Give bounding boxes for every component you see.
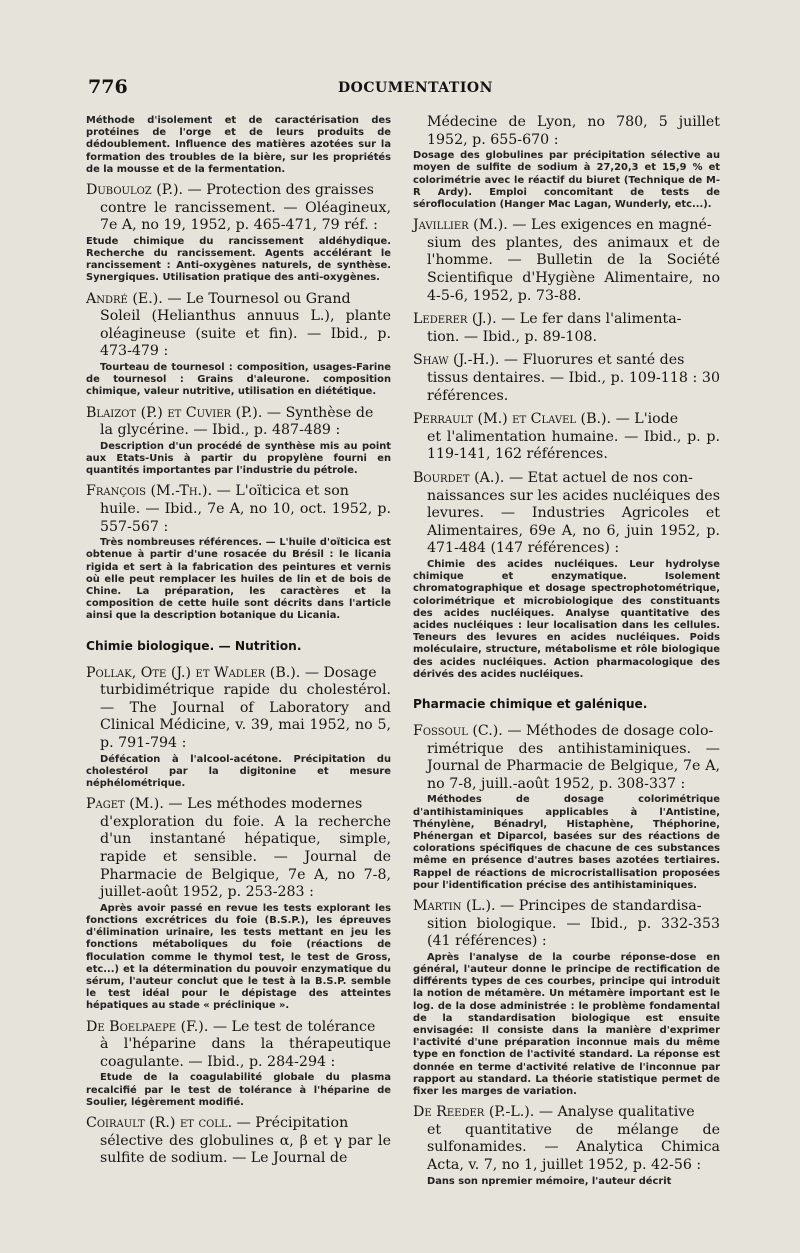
bibliography-entry [413, 217, 720, 305]
entry-reference: tissus dentaires. — Ibid., p. 109-118 : 30 références. [427, 369, 720, 404]
left-column [86, 114, 391, 1168]
bibliography-entry [413, 311, 720, 346]
bibliography-entry [86, 1019, 391, 1109]
entry-title: — Le fer dans l'alimenta- [501, 311, 682, 328]
abstract: Tourteau de tournesol : composition, usages-Farine de tournesol : Grains d'aleurone. composition chimique, valeur nutritive, utilisation en diététique. [86, 361, 391, 398]
entry-title: — Etat actuel de nos con- [508, 469, 693, 486]
entry-reference: la glycérine. — Ibid., p. 487-489 : [100, 422, 341, 439]
bibliography-entry [86, 665, 391, 791]
bibliography-entry [86, 405, 391, 478]
abstract: Chimie des acides nucléiques. Leur hydrolyse chimique et enzymatique. Isolement chromatographique et dosage spectrophotométrique, colorimétrique et microbiologique des constituants des acides nucléiques. Analyse quantitative des acides nucléiques : leur localisation dans les cellules. Teneurs des levures en acides nucléiques. Poids moléculaire, structure, métabolisme et rôle biologique des acides nucléiques. Action pharmacologique des dérivés des acides nucléiques. [413, 558, 720, 680]
abstract: Très nombreuses références. — L'huile d'oïticica est obtenue à partir d'une rosacée du Brésil : le licania rigida et sert à la fabrication des peintures et vernis où elle peut remplacer les huiles de lin et de bois de Chine. La préparation, les caractères et la composition de cette huile sont décrits dans l'article ainsi que la description botanique du Licania. [86, 537, 391, 622]
bibliography-entry [413, 723, 720, 892]
entry-reference: à l'héparine dans la thérapeutique coagulante. — Ibid., p. 284-294 : [100, 1036, 391, 1070]
entry-title: — L'oïticica et son [216, 483, 349, 500]
bibliography-entry [413, 114, 720, 211]
entry-reference: sélective des globulines α, β et γ par le sulfite de sodium. — Le Journal de [100, 1132, 391, 1167]
entry-title: — Synthèse de [266, 404, 374, 421]
abstract: Description d'un procédé de synthèse mis au point aux Etats-Unis à partir du propylène fourni en quantités importantes par l'industrie du pétrole. [86, 440, 391, 477]
entry-reference: tion. — Ibid., p. 89-108. [427, 328, 598, 345]
right-column [413, 114, 720, 1191]
entry-title: — Le test de tolérance [212, 1018, 376, 1035]
entry-title: — Les exigences en magné- [512, 217, 712, 234]
abstract: Etude chimique du rancissement aldéhydique. Recherche du rancissement. Agents accélérant le rancissement : Anti-oxygènes naturels, de synthèse. Synergiques. Utilisation pratique des anti-oxygènes. [86, 235, 391, 284]
entry-title: — Principes de standardisa- [500, 897, 702, 914]
author: Fossoul (C.). [413, 722, 503, 739]
page-header [88, 76, 718, 106]
author: Perrault (M.) et Clavel (B.). [413, 411, 612, 428]
entry-title: — Méthodes de dosage colo- [507, 722, 714, 739]
entry-reference: naissances sur les acides nucléiques des levures. — Industries Agricoles et Alimentaires, 69e A, no 6, juin 1952, p. 471-484 (147 références) : [427, 487, 720, 557]
author: Dubouloz (P.). [86, 182, 184, 199]
section-title: Chimie biologique. — Nutrition. [86, 638, 302, 653]
entry-title: — Le Tournesol ou Grand [167, 290, 351, 307]
bibliography-entry [86, 1115, 391, 1168]
author: Paget (M.). [86, 796, 164, 813]
entry-title: — Les méthodes modernes [168, 796, 363, 813]
author: De Reeder (P.-L.). [413, 1104, 535, 1121]
author: De Boelpaepe (F.). [86, 1018, 209, 1035]
author: Shaw (J.-H.). [413, 352, 500, 369]
entry-reference: d'exploration du foie. A la recherche d'un instantané hépatique, simple, rapide et sensible. — Journal de Pharmacie de Belgique, 7e A, no 7-8, juillet-août 1952, p. 253-283 : [100, 813, 391, 901]
abstract: Dosage des globulines par précipitation sélective au moyen de sulfite de sodium à 27,20,3 et 15,9 % et colorimétrie avec le réactif du biuret (Technique de M-R Ardy). Emploi concomitant de tests de sérofloculation (Hanger Mac Lagan, Wunderly, etc...). [413, 150, 720, 210]
entry-reference: sium des plantes, des animaux et de l'homme. — Bulletin de la Société Scientifique d'Hygiène Alimentaire, no 4-5-6, 1952, p. 73-88. [427, 234, 720, 304]
author: Blaizot (P.) et Cuvier (P.). [86, 404, 263, 421]
bibliography-entry [413, 411, 720, 464]
entry-reference: et quantitative de mélange de sulfonamides. — Analytica Chimica Acta, v. 7, no 1, juillet 1952, p. 42-56 : [427, 1121, 720, 1173]
abstract: Méthode d'isolement et de caractérisation des protéines de l'orge et de leurs produits de dédoublement. Influence des matières azotées sur la formation des troubles de la bière, sur les propriétés de la mousse et de la fermentation. [86, 115, 391, 175]
entry-reference: Médecine de Lyon, no 780, 5 juillet 1952, p. 655-670 : [427, 114, 720, 148]
entry-reference: rimétrique des antihistaminiques. — Journal de Pharmacie de Belgique, 7e A, no 7-8, juill.-août 1952, p. 308-337 : [427, 740, 720, 792]
bibliography-entry [413, 898, 720, 1098]
entry-reference: Soleil (Helianthus annuus L.), plante oléagineuse (suite et fin). — Ibid., p. 473-479 : [100, 308, 391, 360]
author: Martin (L.). [413, 897, 496, 914]
entry-reference: et l'alimentation humaine. — Ibid., p. p. 119-141, 162 références. [427, 428, 720, 463]
entry-title: — Dosage [304, 664, 377, 681]
abstract: Après avoir passé en revue les tests explorant les fonctions excrétrices du foie (B.S.P.), les épreuves d'élimination urinaire, les tests mettant en jeu les fonctions métaboliques du foie (réactions de floculation comme le thymol test, le test de Gross, etc...) et la détermination du pouvoir enzymatique du sérum, l'auteur conclut que le test à la B.S.P. semble le test idéal pour le dépistage des atteintes hépatiques au stade « préclinique ». [86, 902, 391, 1012]
abstract: Méthodes de dosage colorimétrique d'antihistaminiques applicables à l'Antistine, Thénylène, Bénadryl, Histaphène, Théphorine, Phénergan et Diparcol, basées sur des réactions de colorations spécifiques de chacune de ces substances même en présence d'autres bases azotées tertiaires. Rappel de réactions de microcristallisation proposées pour l'identification précise des antihistaminiques. [413, 794, 720, 891]
author: André (E.). [86, 290, 163, 307]
author: Lederer (J.). [413, 311, 497, 328]
abstract: Etude de la coagulabilité globale du plasma recalcifié par le test de tolérance à l'héparine de Soulier, légèrement modifié. [86, 1072, 391, 1108]
abstract: Défécation à l'alcool-acétone. Précipitation du cholestérol par la digitonine et mesure néphélométrique. [86, 753, 391, 789]
entry-reference: sition biologique. — Ibid., p. 332-353 (41 références) : [427, 915, 720, 950]
author: François (M.-Th.). [86, 483, 213, 500]
entry-title: — Précipitation [236, 1114, 349, 1131]
entry-reference: turbidimétrique rapide du cholestérol. — The Journal of Laboratory and Clinical Médicine, v. 39, mai 1952, no 5, p. 791-794 : [100, 682, 391, 751]
bibliography-entry [86, 483, 391, 622]
page-number: 776 [88, 76, 128, 98]
running-title: DOCUMENTATION [338, 80, 493, 96]
abstract: Après l'analyse de la courbe réponse-dose en général, l'auteur donne le principe de rectification de différents types de ces courbes, principe qui introduit la notion de métamère. Un métamère important est le log. de la dose administrée : le problème fondamental de la standardisation biologique est ensuite envisagée: Il consiste dans la manière d'exprimer l'activité d'une préparation inconnue mais du même type en fonction de l'activité standard. La réponse est donnée en terme d'activité relative de l'inconnue par rapport au standard. La théorie statistique permet de fixer les marges de variation. [413, 951, 720, 1097]
bibliography-entry [86, 182, 391, 285]
author: Pollak, Ote (J.) et Wadler (B.). [86, 664, 301, 681]
abstract: Dans son npremier mémoire, l'auteur décrit [427, 1175, 672, 1187]
entry-title: — Analyse qualitative [538, 1104, 695, 1121]
author: Bourdet (A.). [413, 469, 505, 486]
entry-reference: huile. — Ibid., 7e A, no 10, oct. 1952, p. 557-567 : [100, 500, 391, 535]
bibliography-entry [86, 291, 391, 399]
entry-title: — Protection des graisses [187, 182, 374, 199]
author: Javillier (M.). [413, 217, 508, 234]
bibliography-entry [413, 352, 720, 405]
bibliography-entry [413, 470, 720, 681]
entry-reference: contre le rancissement. — Oléagineux, 7e A, no 19, 1952, p. 465-471, 79 réf. : [100, 199, 391, 234]
section-title: Pharmacie chimique et galénique. [413, 696, 648, 711]
entry-title: — Fluorures et santé des [503, 352, 685, 369]
author: Coirault (R.) et coll. [86, 1114, 233, 1131]
bibliography-entry [413, 1104, 720, 1188]
entry-title: — L'iode [615, 411, 679, 428]
bibliography-entry [86, 796, 391, 1012]
